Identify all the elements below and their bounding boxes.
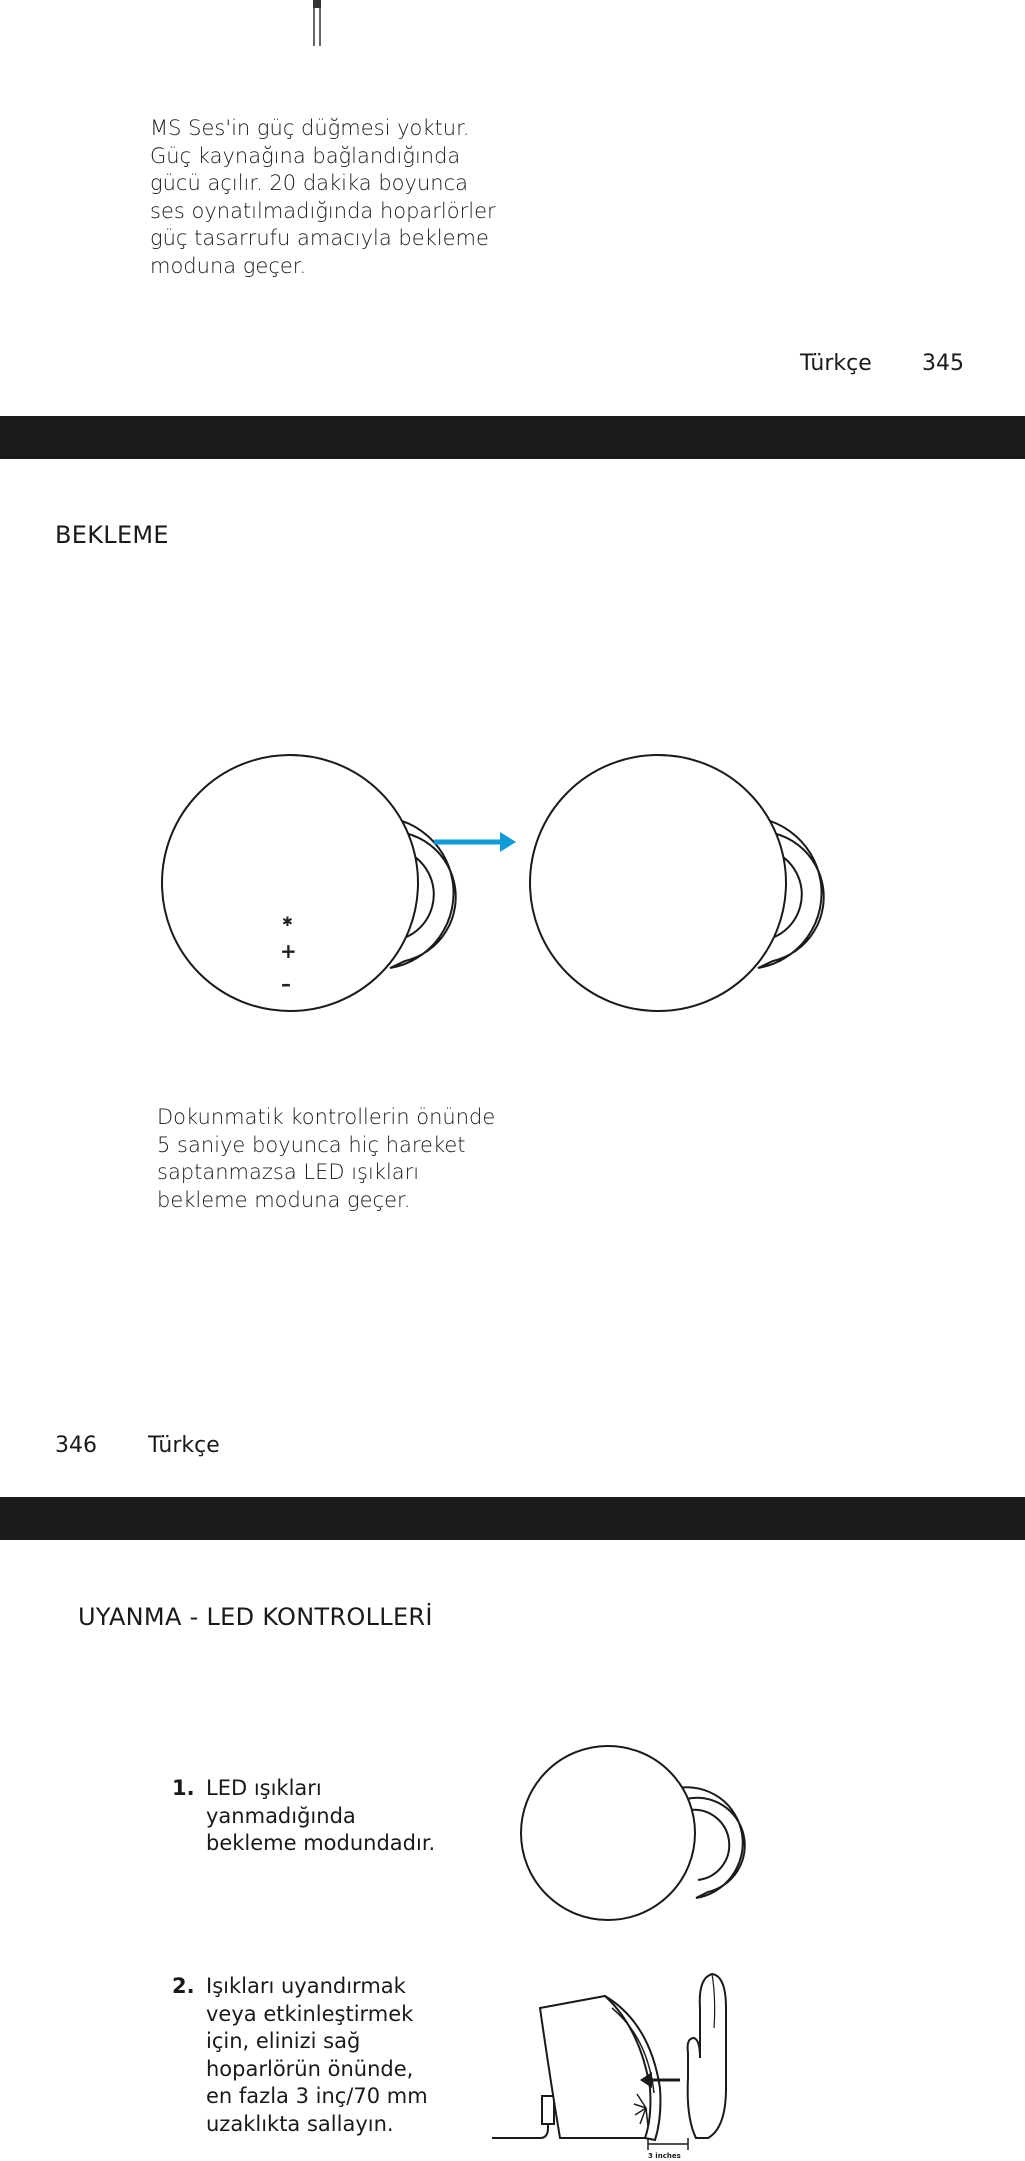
standby-paragraph: Dokunmatik kontrollerin önünde 5 saniye boyunca hiç hareket saptanmazsa LED ışıkları bekleme moduna geçer. <box>157 1105 496 1212</box>
standby-heading: BEKLEME <box>55 521 169 549</box>
footer-language: Türkçe <box>800 351 872 376</box>
speaker-standby-small-illustration <box>520 1730 760 1930</box>
step-number: 1. <box>172 1776 195 1800</box>
power-paragraph: MS Ses'in güç düğmesi yoktur. Güç kaynağına bağlandığında gücü açılır. 20 dakika boyunca ses oynatılmadığında hoparlörler güç tasarrufu amacıyla bekleme moduna geçer. <box>150 116 496 278</box>
page-345 <box>0 0 1025 416</box>
speaker-active-illustration <box>160 753 500 1033</box>
bluetooth-icon: ✱ <box>282 915 293 930</box>
cable-illustration <box>310 0 330 50</box>
distance-label: 3 inches <box>648 2152 681 2160</box>
step-number: 2. <box>172 1974 195 1998</box>
step-text: LED ışıkları yanmadığında bekleme modundadır. <box>206 1776 436 1855</box>
volume-up-icon: + <box>280 939 297 963</box>
page-346 <box>0 459 1025 1497</box>
arrow-right-icon <box>434 827 524 857</box>
footer-page-number: 346 <box>55 1433 97 1458</box>
page-347 <box>0 1540 1025 2161</box>
wake-heading: UYANMA - LED KONTROLLERİ <box>78 1603 433 1631</box>
volume-down-icon: – <box>281 972 291 996</box>
step-text: Işıkları uyandırmak veya etkinleştirmek için, elinizi sağ hoparlörün önünde, en fazla 3 inç/70 mm uzaklıkta sallayın. <box>206 1974 428 2136</box>
page-divider-band <box>0 1497 1025 1540</box>
speaker-standby-illustration <box>528 753 868 1033</box>
hand-wave-illustration <box>490 1968 770 2158</box>
footer-language: Türkçe <box>148 1433 220 1458</box>
footer-page-number: 345 <box>922 351 964 376</box>
page-divider-band <box>0 416 1025 459</box>
